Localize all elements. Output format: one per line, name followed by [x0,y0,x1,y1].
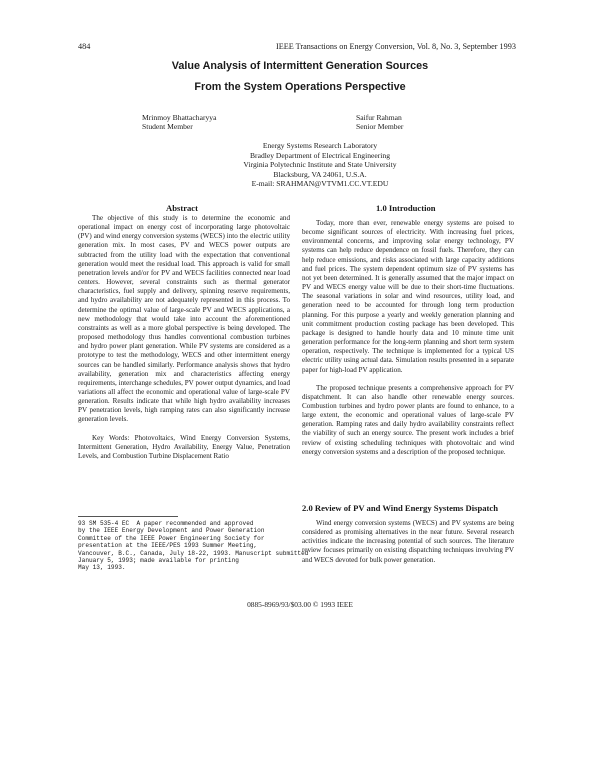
paper-title-line-2: From the System Operations Perspective [194,81,406,93]
introduction-paragraph-1: Today, more than ever, renewable energy systems are poised to become significant sources of electricity. With increasing fuel prices, environmental concerns, and improving solar energy technology, PV systems can help reduce dependence on fossil fuels. Therefore, they can help reduce emissions, and risks associated with large capacity additions and fuel prices. The system dependent optimum size of PV systems has not yet been determined. It is generally assumed that the major impact on PV and WECS energy value will be due to their short-time fluctuations. The seasonal variations in solar and wind resources, utility load, and generation need to be accounted for through long term production planning. For this purpose a yearly and weekly generation planning and unit commitment production costing package has been developed. This package is designed to handle hourly data and 10 minute time unit generation performance for the long-term planning and short term system operation, respectively. The technique is implemented for a typical US electric utility using actual data. Simulation results presented in a separate paper for high-load PV application. [302,219,514,374]
footnote-divider [78,516,178,517]
author-2-name: Saifur Rahman [356,113,402,122]
keywords-label: Key Words: [92,433,130,442]
review-heading: 2.0 Review of PV and Wind Energy Systems Dispatch [302,503,499,513]
affiliation-department: Bradley Department of Electrical Engineering [249,150,390,160]
review-body [302,519,514,565]
affiliation-block [180,141,460,189]
journal-citation: IEEE Transactions on Energy Conversion, Vol. 8, No. 3, September 1993 [276,42,516,51]
author-1-name: Mrinmoy Bhattacharyya [142,113,217,122]
affiliation-address: Blacksburg, VA 24061, U.S.A. [273,169,367,179]
author-1 [142,113,216,131]
introduction-body [302,219,514,457]
copyright-code: 0885-8969/93/$03.00 © 1993 IEEE [247,600,353,609]
author-2-role: Senior Member [356,122,404,131]
affiliation-university: Virginia Polytechnic Institute and State University [243,160,397,170]
affiliation-email: E-mail: SRAHMAN@VTVM1.CC.VT.EDU [251,179,389,189]
author-2 [356,113,403,131]
introduction-heading: 1.0 Introduction [376,203,436,213]
abstract-text: The objective of this study is to determine the economic and operational impact on energy cost of incorporating large photovoltaic (PV) and wind energy conversion systems (WECS) into the electric utility generation mix. In most cases, PV and WECS power outputs are subtracted from the utility load with the expectation that conventional generation would meet the residual load. This approach is valid for small penetration levels and/or for PV and WECS facilities connected near load centers. However, several constraints such as thermal generator characteristics, fuel supply and delivery, spinning reserve requirements, and hydro availability are not adequately represented in this process. To determine the optimal value of large-scale PV and WECS applications, a new methodology that would take into account the aforementioned constraints as well as a more global perspective is being developed. The proposed methodology thus handles conventional combustion turbines and hydro power plant generation. While PV systems are considered as a prototype to test the methodology, WECS and other intermittent energy sources can be handled similarly. Performance analysis shows that hydro availability, generation mix and characteristics affecting energy requirements, interchange schedules, PV power output dynamics, and load variations all affect the economic and operational value of large-scale PV generation. Results indicate that while high hydro availability increases PV penetration levels, high ramping rates can also significantly increase generation levels. [78,214,290,424]
footnote: 93 SM 535-4 EC A paper recommended and approved by the IEEE Energy Development and Power Generation Committee of the IEEE Power Engineering Society for presentation at the IEEE/PES 1993 Summer Meeting, Vancouver, B.C., Canada, July 18-22, 1993. Manuscript submitted January 5, 1993; made available for printing May 13, 1993. [78,520,309,572]
abstract-heading: Abstract [166,203,198,213]
keywords-list: Photovoltaics, Wind Energy Conversion Systems, Intermittent Generation, Hydro Availability, Energy Value, Penetration Levels, and Combustion Turbine Displacement Ratio [78,433,290,460]
abstract-body [78,214,290,461]
review-paragraph: Wind energy conversion systems (WECS) and PV systems are being considered as promising alternatives in the near future. Several research activities indicate the increasing potential of such sources. The literature review focuses primarily on existing dispatching techniques involving PV and WECS devoted for bulk power generation. [302,519,514,564]
affiliation-lab: Energy Systems Research Laboratory [262,141,378,150]
introduction-paragraph-2: The proposed technique presents a comprehensive approach for PV dispatchment. It can also handle other renewable energy sources. Combustion turbines and hydro power plants are found to enhance, to a large extent, the economic and operational values of large-scale PV generation. Ramping rates and daily hydro availability constraints reflect the viability of such an energy source. The present work includes a brief review of existing scheduling techniques with photovoltaic and wind energy conversion systems and a description of the proposed technique. [302,383,514,456]
page-number: 484 [78,42,91,51]
author-1-role: Student Member [142,122,193,131]
keywords-paragraph [78,434,290,461]
paper-title-line-1: Value Analysis of Intermittent Generation Sources [171,60,429,72]
